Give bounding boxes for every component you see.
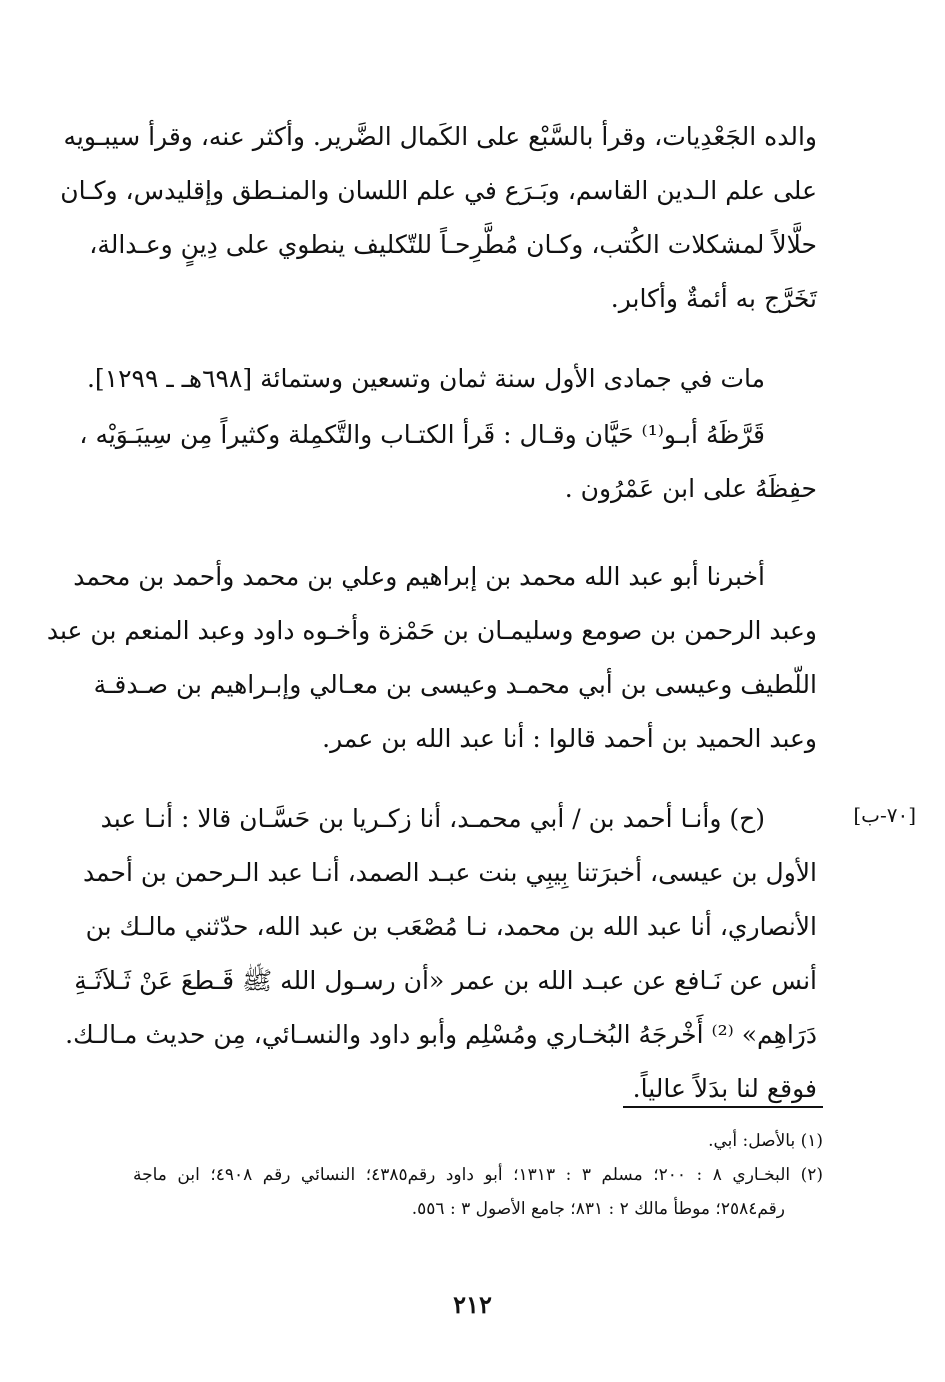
text-line: فوقع لنا بدَلاً عالياً. (632, 1074, 817, 1103)
paragraph-death-date (86, 352, 817, 406)
text-line: والده الجَعْدِيات، وقرأ بالسَّبْع على الكَمال الضَّرير. وأكثر عنه، وقرأ سيبـويه (63, 122, 817, 151)
footnote-2: (٢) البخـاري ٨ : ٢٠٠؛ مسلم ٣ : ١٣١٣؛ أبو داود رقم٤٣٨٥؛ النسائي رقم ٤٩٠٨؛ ابن ماجة (133, 1165, 824, 1185)
text-line: وعبد الرحمن بن صومع وسليمـان بن حَمْزة وأخـوه داود وعبد المنعم بن عبد (46, 616, 817, 645)
footnote-1: (١) بالأصل: أبي. (708, 1131, 823, 1151)
text-line: تَخَرَّج به أئمةٌ وأكابر. (610, 284, 817, 313)
text-line: أخبرنا أبو عبد الله محمد بن إبراهيم وعلي بن محمد وأحمد بن محمد (73, 562, 765, 591)
text-line: الأنصاري، أنا عبد الله بن محمد، نـا مُصْعَب بن عبد الله، حدّثني مالـك بن (85, 912, 817, 941)
text-line: (ح) وأنـا أحمد بن / أبي محمـد، أنا زكـريا بن حَسَّـان قالا : أنـا عبد (100, 804, 765, 833)
text-line: اللّطيف وعيسى بن أبي محمـد وعيسى بن معـالي وإبـراهيم بن صـدقـة (93, 670, 817, 699)
footnote-2-continued: رقم٢٥٨٤؛ موطأ مالك ٢ : ٨٣١؛ جامع الأصول ٣ : ٥٥٦. (411, 1199, 785, 1219)
footnotes (133, 1124, 823, 1226)
text-line: قَرَّظَهُ أبـو⁽¹⁾ حَيَّان وقـال : قَرأ الكتـاب والتَّكمِلة وكثيراً مِن سِيبَـوَيْه ، (79, 420, 765, 449)
text-line: على علم الـدين القاسم، وبَـرَع في علم اللسان والمنـطق وإقليدس، وكـان (60, 176, 817, 205)
text-line: دَرَاهِم» ⁽²⁾ أَخْرجَهُ البُخـاري ومُسْلِم وأبو داود والنسـائي، مِن حديث مـالـك. (65, 1020, 817, 1049)
text-line: حلَّالاً لمشكلات الكُتب، وكـان مُطَّرِحـاً للتّكليف ينطوي على دِينٍ وعـدالة، (89, 230, 817, 259)
paragraph-isnad (46, 550, 817, 766)
paragraph-biography (60, 110, 817, 326)
text-line: أنس عن نَـافع عن عبـد الله بن عمر «أن رسـول الله ﷺ قَـطعَ عَنْ ثَـلاَثَـةِ (74, 966, 817, 995)
text-line: الأول بن عيسى، أخبرَتنا بِيبِي بنت عبـد الصمد، أنـا عبد الـرحمن بن أحمد (82, 858, 817, 887)
text-line: مات في جمادى الأول سنة ثمان وتسعين وستمائة [٦٩٨هـ ـ ١٢٩٩]. (86, 364, 765, 393)
paragraph-praise (79, 408, 817, 516)
text-line: وعبد الحميد بن أحمد قالوا : أنا عبد الله بن عمر. (322, 724, 817, 753)
folio-reference: [٧٠-ب] (853, 803, 916, 827)
page-number: ٢١٢ (453, 1290, 492, 1319)
text-line: حفِظَهُ على ابن عَمْرُون . (564, 474, 817, 503)
paragraph-hadith (65, 792, 817, 1116)
footnote-divider (623, 1106, 823, 1108)
